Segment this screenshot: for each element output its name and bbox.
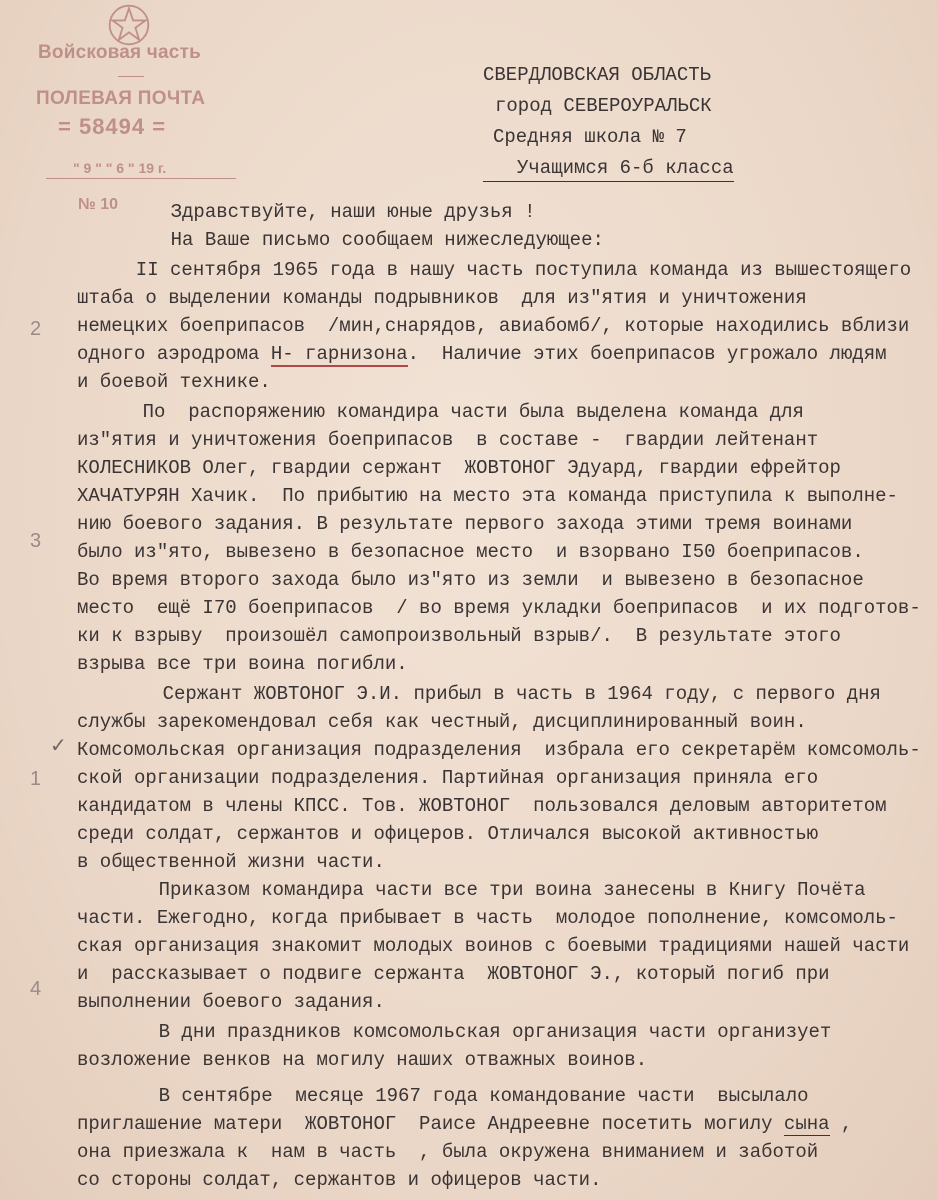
text-line: КОЛЕСНИКОВ Олег, гвардии сержант ЖОВТОНОГ Эдуард, гвардии ефрейтор [77,457,841,479]
stamp-number: = 58494 = [58,114,167,139]
text-line: Во время второго захода было из"ято из земли и вывезено в безопасное [77,569,864,591]
text-line: В сентябре месяце 1967 года командование части высылало [113,1085,809,1107]
outgoing-number: № 10 [78,196,119,213]
text-line: в общественной жизни части. [77,851,385,873]
address-recipient: Учащимся 6-б класса [483,155,734,182]
text-line: По распоряжению командира части была выделена команда для [97,401,804,423]
garrison-underlined: Н- гарнизона [270,343,408,365]
military-unit-stamp [18,0,233,213]
text-line: немецких боеприпасов /мин,снарядов, авиабомб/, которые находились вблизи [77,315,910,337]
text-line: В дни праздников комсомольская организация части организует [113,1021,832,1043]
text-line: Комсомольская организация подразделения избрала его секретарём комсомоль- [77,739,921,761]
text-line: ки к взрыву произошёл самопроизвольный взрыв/. В результате этого [77,625,841,647]
text-line: службы зарекомендовал себя как честный, дисциплинированный воин. [77,711,807,733]
stamp-date: " 9 " " 6 " 19 г. [73,160,167,176]
text-line: было из"ято, вывезено в безопасное место и взорвано I50 боеприпасов. [77,541,864,563]
text-line: ХАЧАТУРЯН Хачик. По прибытию на место эта команда приступила к выполне- [77,485,898,507]
text-line: из"ятия и уничтожения боеприпасов в составе - гвардии лейтенант [77,429,819,451]
text-fragment: приглашение матери ЖОВТОНОГ Раисе Андреевне посетить могилу [77,1113,784,1135]
margin-mark: 1 [30,768,42,790]
address-region: СВЕРДЛОВСКАЯ ОБЛАСТЬ [483,64,712,86]
text-line: ская организация знакомит молодых воинов с боевыми традициями нашей части [77,935,910,957]
text-line: части. Ежегодно, когда прибывает в часть молодое пополнение, комсомоль- [77,907,898,929]
text-line [77,1110,852,1138]
text-line: ской организации подразделения. Партийная организация приняла его [77,767,819,789]
text-line: и рассказывает о подвиге сержанта ЖОВТОНОГ Э., который погиб при [77,963,830,985]
son-underlined: сына [783,1113,830,1135]
text-line: среди солдат, сержантов и офицеров. Отличался высокой активностью [77,823,819,845]
margin-mark: 4 [30,978,42,1000]
greeting-line: Здравствуйте, наши юные друзья ! [125,201,536,223]
text-line: место ещё I70 боеприпасов / во время укладки боеприпасов и их подготов- [77,597,921,619]
text-line [77,340,887,368]
check-mark-icon: ✓ [50,735,67,757]
text-line: Сержант ЖОВТОНОГ Э.И. прибыл в часть в 1964 году, с первого дня [117,683,881,705]
text-line: со стороны солдат, сержантов и офицеров части. [77,1169,602,1191]
intro-line: На Ваше письмо сообщаем нижеследующее: [125,229,604,251]
text-fragment: одного аэродрома [77,343,271,365]
address-city: город СЕВЕРОУРАЛЬСК [495,95,712,117]
text-fragment: . Наличие этих боеприпасов угрожало людям [407,343,887,365]
text-line: выполнении боевого задания. [77,991,385,1013]
text-line: нию боевого задания. В результате первого захода этими тремя воинами [77,513,853,535]
text-line: взрыва все три воина погибли. [77,653,408,675]
margin-mark: 2 [30,318,42,340]
text-line: II сентября 1965 года в нашу часть поступила команда из вышестоящего [113,259,912,281]
address-block [483,60,734,184]
text-line: она приезжала к нам в часть , была окружена вниманием и заботой [77,1141,819,1163]
text-line: кандидатом в члены КПСС. Тов. ЖОВТОНОГ пользовался деловым авторитетом [77,795,887,817]
margin-mark: 3 [30,530,42,552]
text-line: Приказом командира части все три воина занесены в Книгу Почёта [113,879,866,901]
stamp-field-post: ПОЛЕВАЯ ПОЧТА [36,88,206,109]
stamp-divider [118,76,144,77]
text-line: штаба о выделении команды подрывников для из"ятия и уничтожения [77,287,807,309]
stamp-date-line [46,178,236,179]
text-fragment: , [829,1113,853,1135]
stamp-unit: Войсковая часть [38,42,201,63]
text-line: возложение венков на могилу наших отважных воинов. [77,1049,648,1071]
text-line: и боевой технике. [77,371,271,393]
address-school: Средняя школа № 7 [493,126,687,148]
